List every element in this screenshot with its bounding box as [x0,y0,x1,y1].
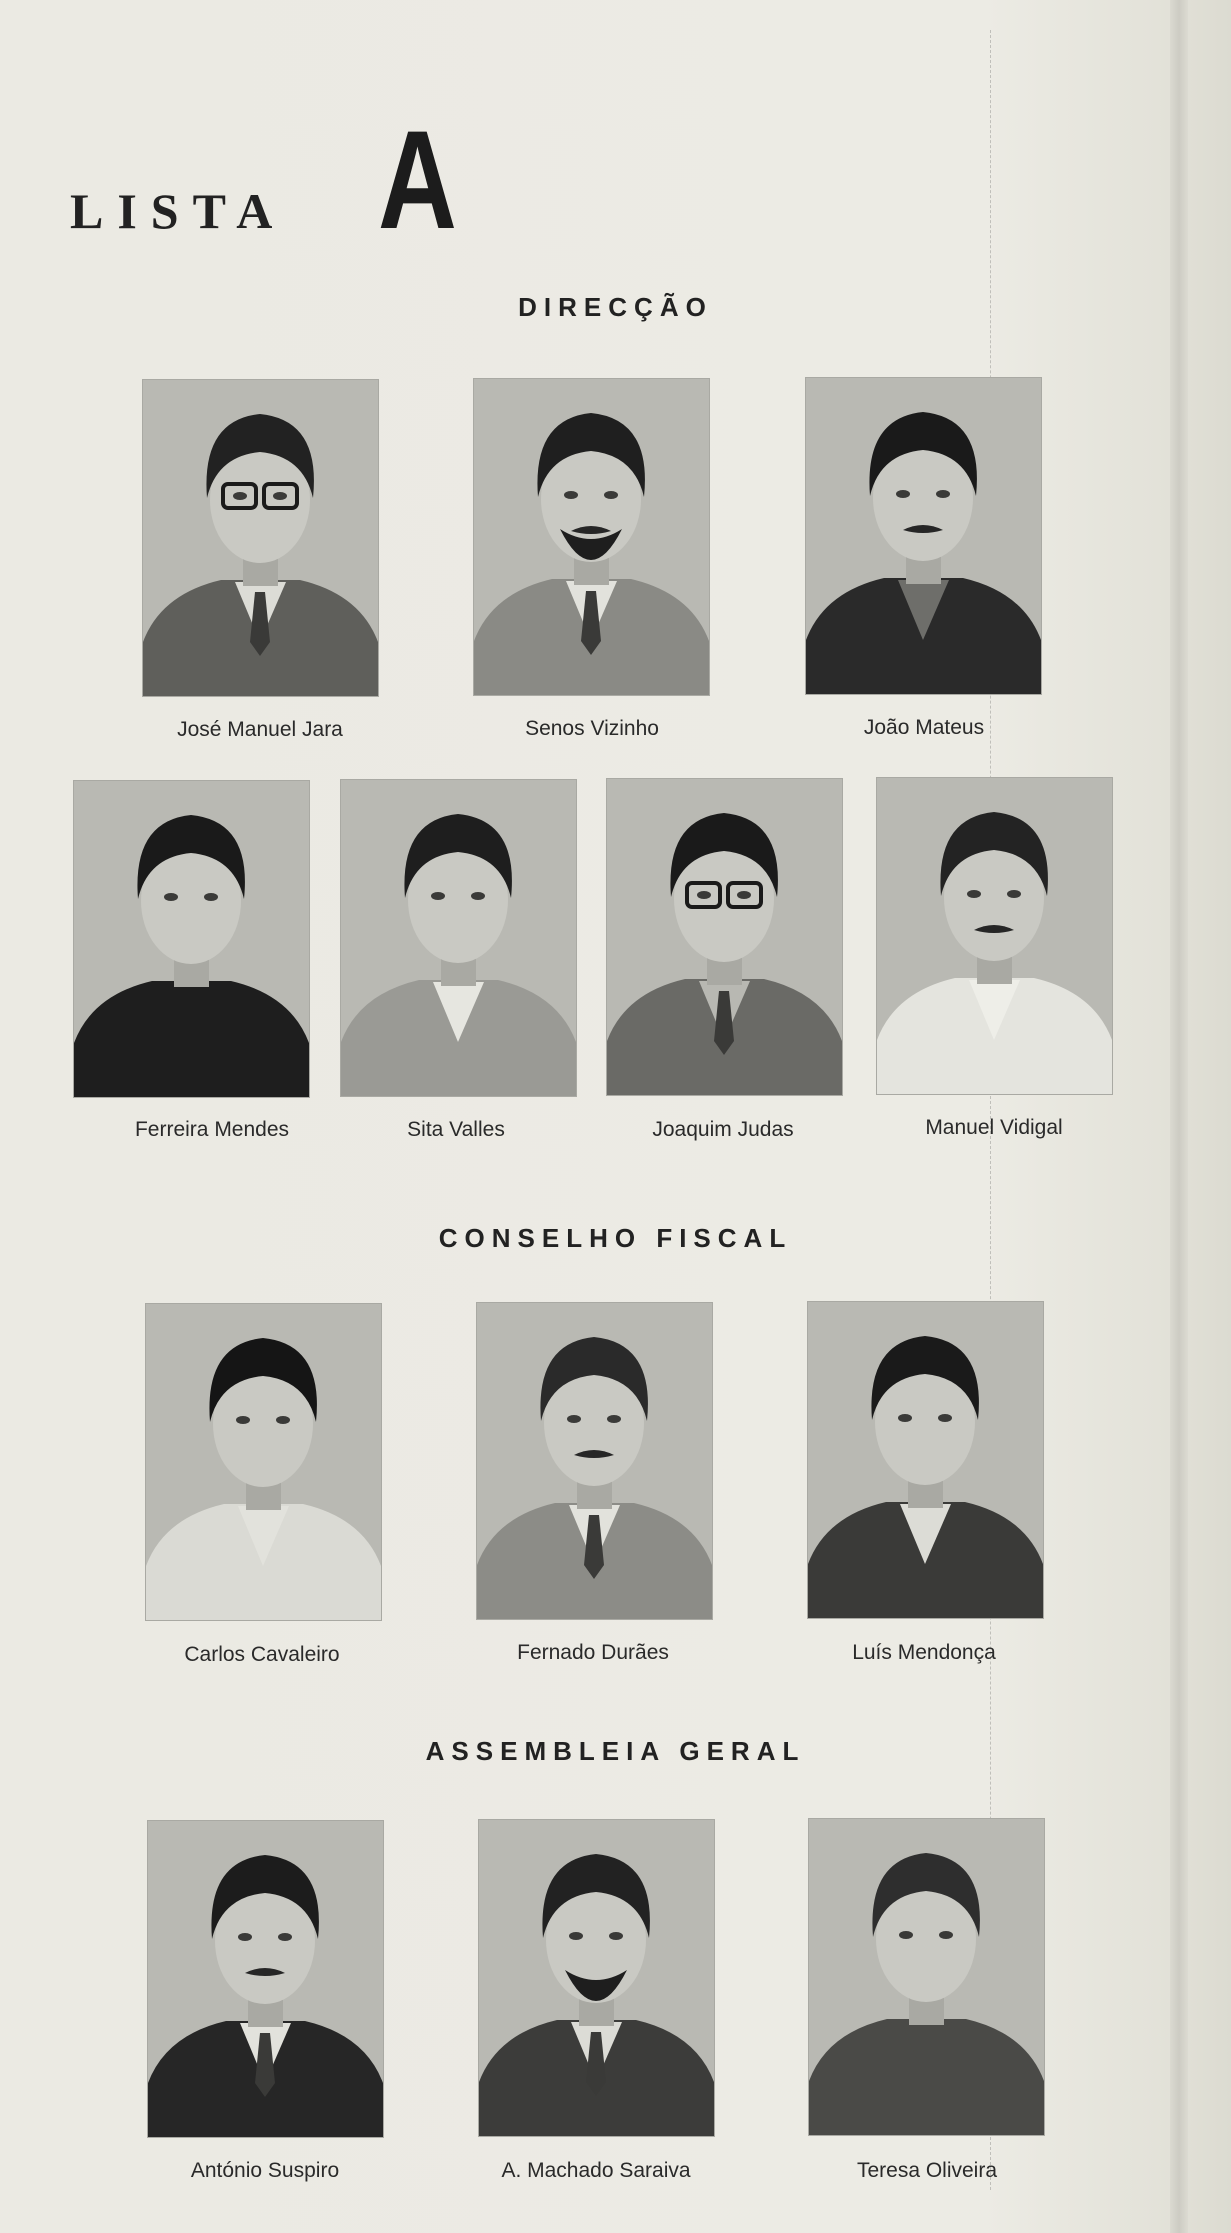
portrait-eye [233,492,247,500]
portrait-eye [697,891,711,899]
portrait-photo [473,378,710,696]
person-name: Carlos Cavaleiro [184,1643,340,1666]
portrait-silhouette [474,379,709,695]
portrait-photo [876,777,1113,1095]
person-name: A. Machado Saraiva [501,2159,691,2182]
portrait-eye [569,1932,583,1940]
portrait-silhouette [146,1304,381,1620]
portrait-eye [273,492,287,500]
portrait-eye [967,890,981,898]
portrait-eye [939,1931,953,1939]
portrait-photo [606,778,843,1096]
portrait-silhouette [341,780,576,1096]
portrait-eye [899,1931,913,1939]
portrait-eye [276,1416,290,1424]
person-name: José Manuel Jara [177,718,343,741]
portrait-silhouette [877,778,1112,1094]
portrait-eye [471,892,485,900]
portrait-silhouette [74,781,309,1097]
portrait-eye [431,892,445,900]
portrait-silhouette [806,378,1041,694]
person-name: Senos Vizinho [525,717,659,740]
portrait-silhouette [809,1819,1044,2135]
portrait-photo [478,1819,715,2137]
portrait-silhouette [808,1302,1043,1618]
portrait-eye [164,893,178,901]
portrait-photo [147,1820,384,2138]
person-name: Manuel Vidigal [925,1116,1063,1139]
list-title-word: LISTA [70,183,287,239]
portrait-eye [278,1933,292,1941]
portrait-eye [564,491,578,499]
person-name: Fernado Durães [517,1641,669,1664]
portrait-photo [805,377,1042,695]
portrait-silhouette [477,1303,712,1619]
portrait-silhouette [148,1821,383,2137]
portrait-eye [204,893,218,901]
portrait-photo [145,1303,382,1621]
section-heading-conselho-fiscal: CONSELHO FISCAL [438,1223,793,1253]
portrait-eye [737,891,751,899]
person-name: Luís Mendonça [852,1641,996,1664]
portrait-silhouette [143,380,378,696]
portrait-eye [896,490,910,498]
person-name: Joaquim Judas [652,1118,794,1141]
person-name: Sita Valles [407,1118,505,1141]
portrait-silhouette [607,779,842,1095]
portrait-photo [73,780,310,1098]
portrait-photo [476,1302,713,1620]
portrait-photo [807,1301,1044,1619]
portrait-silhouette [479,1820,714,2136]
portrait-eye [1007,890,1021,898]
portrait-photo [142,379,379,697]
portrait-eye [609,1932,623,1940]
section-heading-direccao: DIRECÇÃO [518,292,713,322]
portrait-photo [808,1818,1045,2136]
portrait-eye [936,490,950,498]
portrait-eye [607,1415,621,1423]
portrait-eye [898,1414,912,1422]
portrait-eye [236,1416,250,1424]
paper-fold [1170,0,1188,2233]
section-heading-assembleia-geral: ASSEMBLEIA GERAL [425,1736,806,1766]
portrait-eye [567,1415,581,1423]
person-name: Teresa Oliveira [856,2159,998,2182]
person-name: João Mateus [863,716,985,739]
portrait-eye [238,1933,252,1941]
portrait-eye [604,491,618,499]
portrait-eye [938,1414,952,1422]
portrait-photo [340,779,577,1097]
person-name: António Suspiro [190,2159,340,2182]
person-name: Ferreira Mendes [134,1118,290,1141]
list-title-letter: A [378,101,457,258]
